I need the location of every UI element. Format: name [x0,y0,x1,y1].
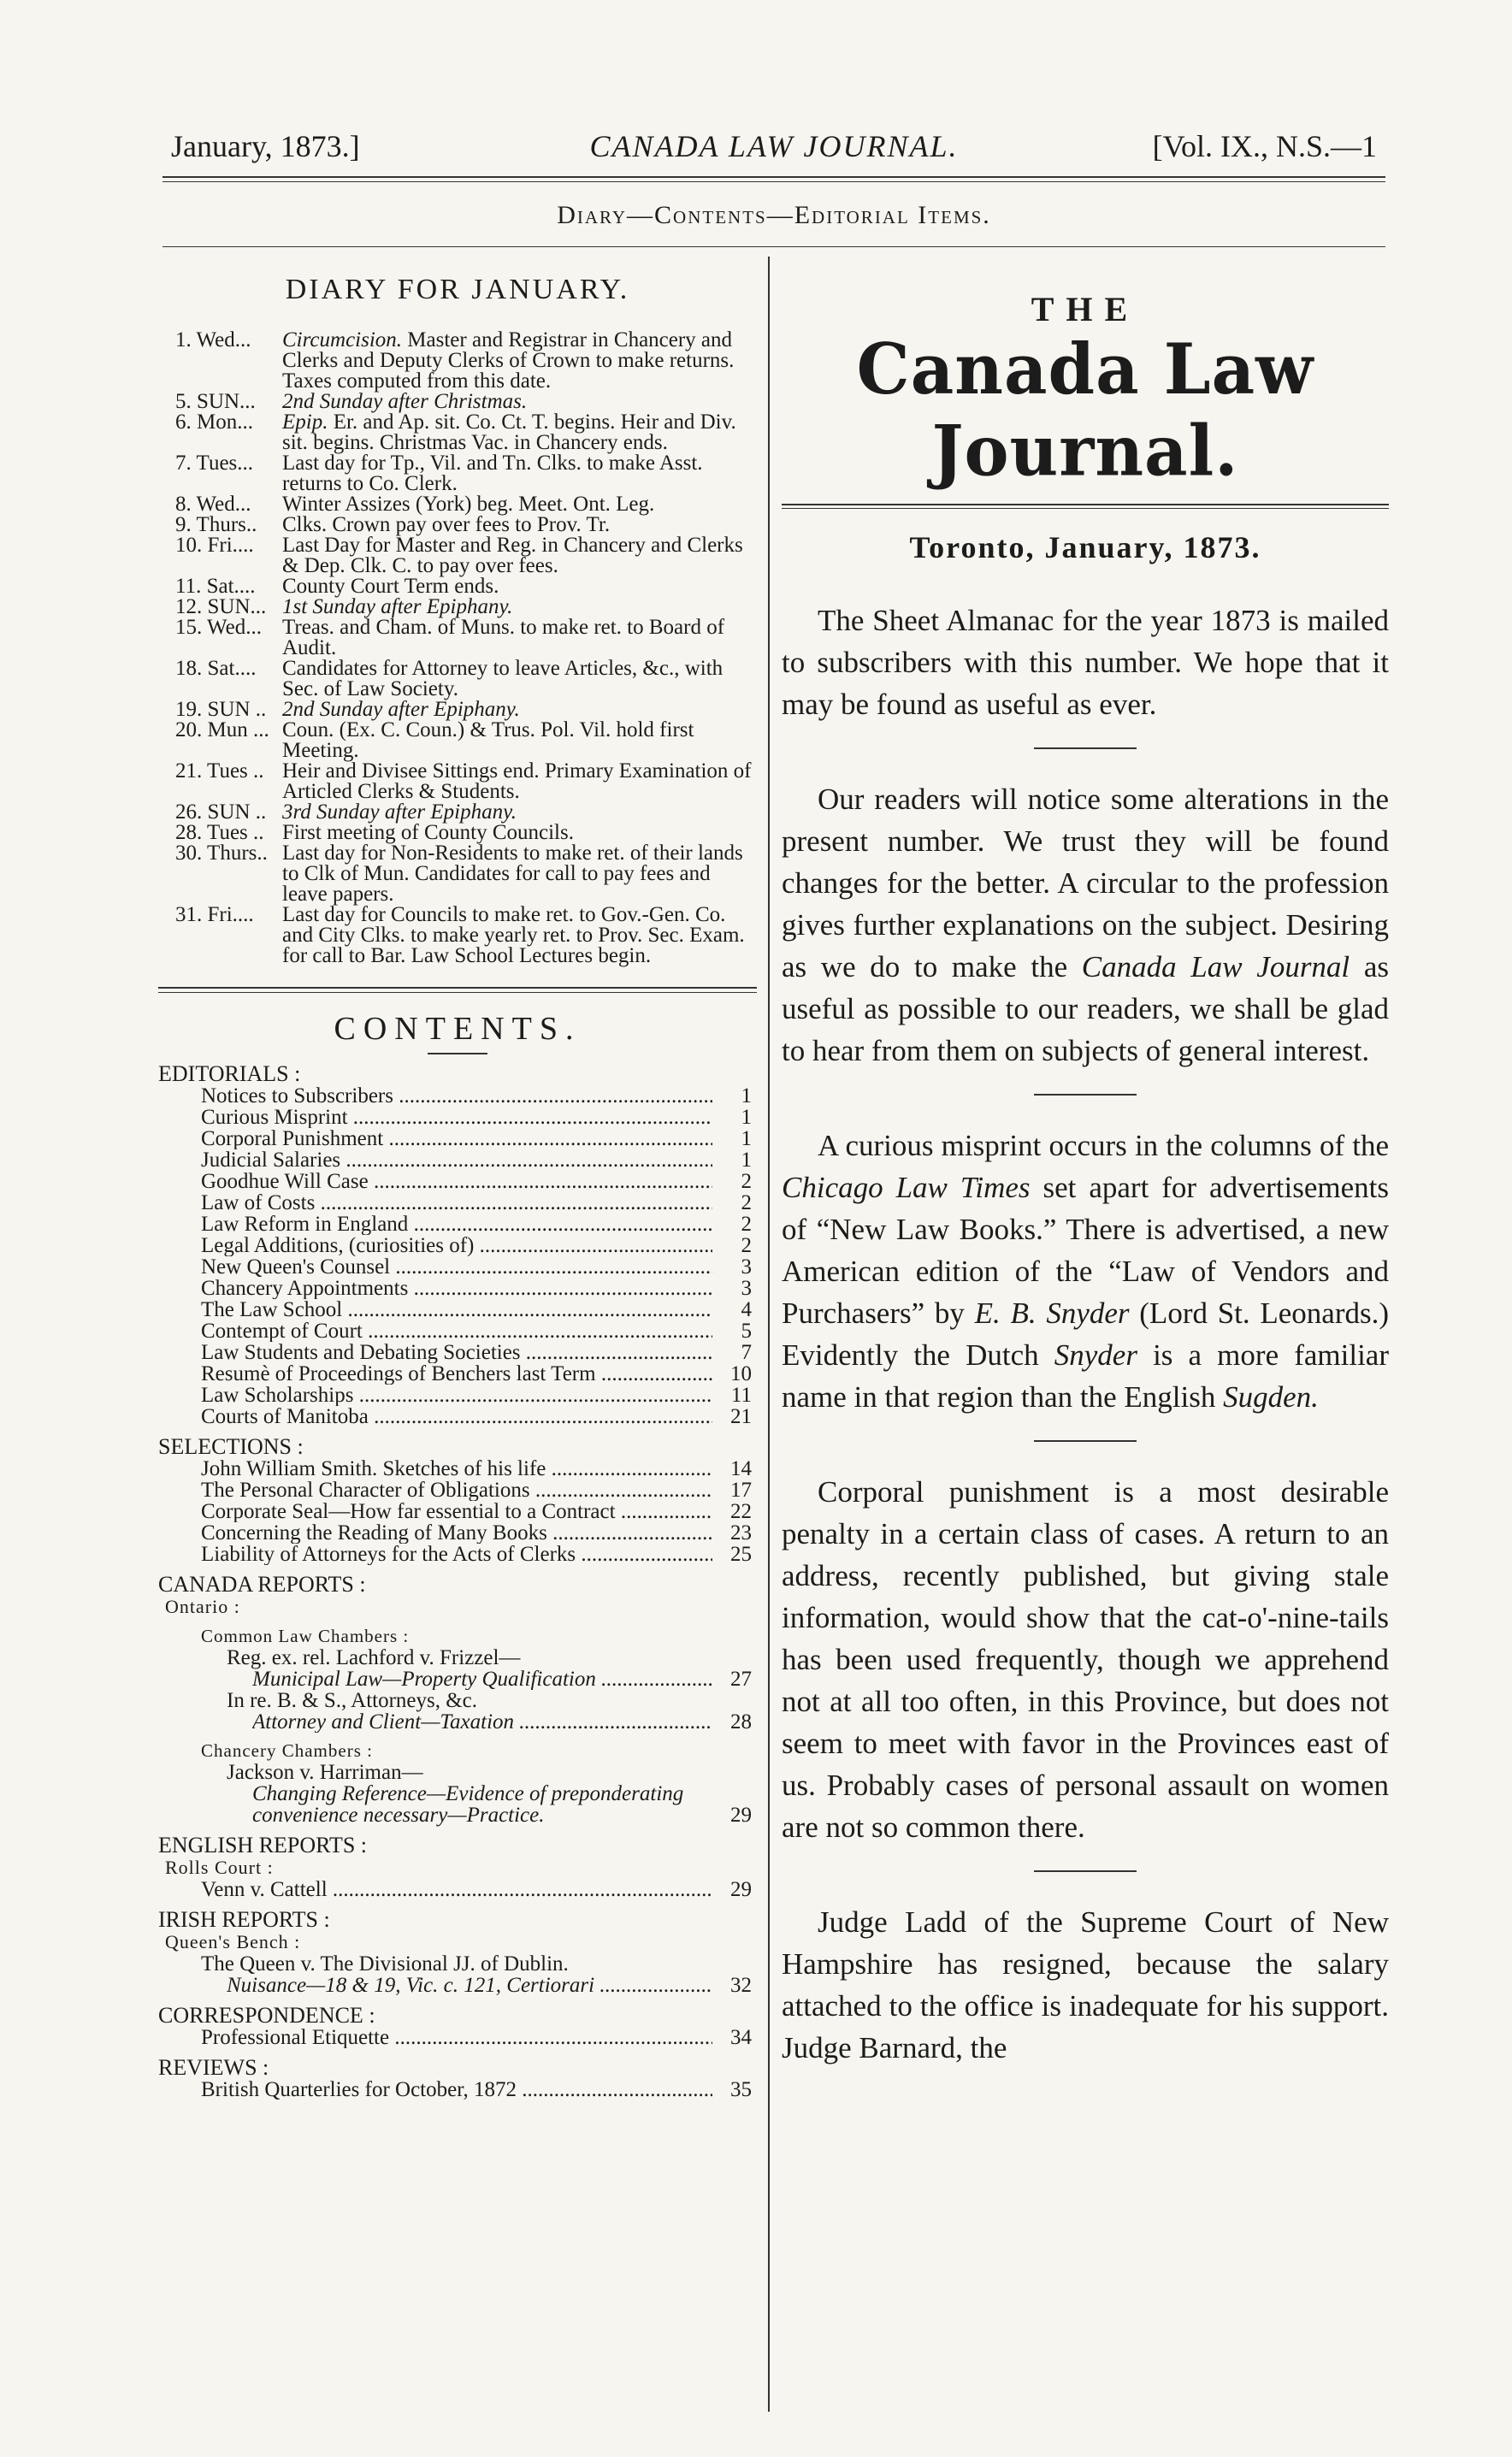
toc-entry-title: Corporate Seal—How far essential to a Contract ..... [201,1501,712,1522]
diary-text [282,802,757,823]
masthead-rule [782,504,1389,505]
toc-entry [158,1192,757,1214]
diary-body: Er. and Ap. sit. Co. Ct. T. begins. Heir and Div. sit. begins. Christmas Vac. in Chancery ends. [282,410,736,454]
diary-lead: Circumcision. [282,328,403,351]
diary-date: 11. Sat.... [175,575,256,598]
toc-entry-title: Law Scholarships ..... [201,1385,712,1406]
masthead-title: Canada Law Journal. [856,328,1314,493]
diary-date: 26. SUN .. [175,800,267,824]
diary-entry [158,576,757,597]
diary-date: 18. Sat.... [175,657,257,680]
toc-entry [158,1149,757,1171]
right-column [782,257,1389,2069]
toc-entry [158,1085,757,1107]
diary-lead: Epip. [282,410,328,434]
toc-page-number: 2 [741,1191,752,1214]
contents-title: CONTENTS. [334,1011,582,1047]
header-volume: [Vol. IX., N.S.—1 [1152,129,1377,163]
diary-date: 12. SUN... [175,595,267,618]
chancery-chambers-heading: Chancery Chambers : [201,1740,373,1761]
diary-date: 7. Tues... [175,452,254,475]
irish-reports-heading: IRISH REPORTS : [158,1907,330,1932]
diary-text [282,453,757,494]
toc-entry-title: John William Smith. Sketches of his life ..... [201,1458,712,1480]
toc-entry [158,1406,757,1427]
diary-entry [158,659,757,700]
left-column [158,257,757,2100]
toc-page-number: 25 [730,1543,752,1566]
toc-entry [158,1501,757,1522]
diary-text [282,843,757,905]
selections-list [158,1458,757,1565]
header-date: January, 1873.] [171,129,360,163]
diary-entry [158,761,757,802]
header-journal-title: CANADA LAW JOURNAL. [589,129,959,163]
toc-page-number: 22 [730,1500,752,1523]
article-corporal-punishment: Corporal punishment is a most desirable penalty in a certain class of cases. A return to an address, recently published, but giving stale information, would show that the cat-o'-nine-tails has been used frequently, though we apprehend not at all too often, in this Province, but does not seem to meet with favor in the Provinces east of us. Probably cases of personal assault on women are not so common there. [782,1475,1389,1844]
toc-page-number: 17 [730,1479,752,1502]
article-separator [1034,1094,1137,1096]
diary-entry [158,392,757,412]
diary-date: 31. Fri.... [175,903,254,926]
diary-text [282,515,757,535]
toc-page-number: 3 [741,1277,752,1300]
diary-body: County Court Term ends. [282,575,499,598]
toc-entry [158,1235,757,1256]
diary-body: Last day for Councils to make ret. to Gov.-Gen. Co. and City Clks. to make yearly ret. to Prov. Sec. Exam. for call to Bar. Law School Lectures begin. [282,903,745,967]
toc-entry-title: The Personal Character of Obligations ..... [201,1480,712,1501]
diary-entry [158,700,757,720]
correspondence-heading: CORRESPONDENCE : [158,2003,375,2028]
diary-text [282,412,757,453]
diary-date: 19. SUN .. [175,698,267,721]
section-subtitle: Diary—Contents—Editorial Items. [557,201,991,229]
article-judge-ladd: Judge Ladd of the Supreme Court of New Hampshire has resigned, because the salary attached to the office is inadequate for his support. Judge Barnard, the [782,1905,1389,2064]
toc-entry-queen-v-dublin: The Queen v. The Divisional JJ. of Dublin. [201,1952,569,1976]
toc-entry [158,1256,757,1278]
diary-entry [158,535,757,576]
toc-entry-title: Corporal Punishment ..... [201,1128,712,1149]
diary-title: DIARY FOR JANUARY. [285,274,630,305]
diary-body: Clks. Crown pay over fees to Prov. Tr. [282,513,611,536]
diary-text [282,659,757,700]
diary-entry [158,802,757,823]
toc-entry-nuisance: Nuisance—18 & 19, Vic. c. 121, Certiorari ..... 32 [158,1975,757,1996]
diary-text [282,494,757,515]
toc-entry [158,1342,757,1363]
diary-body: Last day for Tp., Vil. and Tn. Clks. to make Asst. returns to Co. Clerk. [282,452,703,495]
toc-entry [158,1363,757,1385]
toc-entry-title: Curious Misprint ..... [201,1107,712,1128]
toc-entry-title: Chancery Appointments ..... [201,1278,712,1299]
toc-page-number: 23 [730,1521,752,1544]
rolls-court-heading: Rolls Court : [165,1857,274,1878]
subtitle-rule [162,246,1385,247]
toc-entry-title: Goodhue Will Case ..... [201,1171,712,1192]
masthead-the: THE [1031,290,1140,328]
toc-page-number: 2 [741,1234,752,1257]
diary-entry [158,453,757,494]
toc-entry-title: Resumè of Proceedings of Benchers last Term ..... [201,1363,712,1385]
diary-rule [158,987,757,989]
diary-date: 8. Wed... [175,493,251,516]
diary-rule-thin [158,992,757,993]
diary-entry [158,720,757,761]
toc-entry-professional-etiquette: Professional Etiquette ..... 34 [158,2027,757,2048]
masthead-rule-thin [782,508,1389,509]
diary-date: 1. Wed... [175,328,251,351]
diary-lead: 1st Sunday after Epiphany. [282,595,513,618]
header-rule [162,176,1385,178]
diary-text [282,617,757,659]
canada-reports-heading: CANADA REPORTS : [158,1572,366,1597]
diary-text [282,576,757,597]
diary-body: Candidates for Attorney to leave Articles, &c., with Sec. of Law Society. [282,657,724,700]
diary-entry [158,597,757,617]
toc-entry-title: Liability of Attorneys for the Acts of Clerks ..... [201,1544,712,1565]
editorials-list [158,1085,757,1427]
diary-entry [158,905,757,966]
diary-body: Coun. (Ex. C. Coun.) & Trus. Pol. Vil. hold first Meeting. [282,718,694,762]
toc-entry [158,1480,757,1501]
toc-entry-title: Law Students and Debating Societies ..... [201,1342,712,1363]
toc-page-number: 5 [741,1320,752,1343]
toc-entry [158,1214,757,1235]
english-reports-heading: ENGLISH REPORTS : [158,1833,368,1858]
diary-text [282,392,757,412]
diary-entry [158,412,757,453]
toc-entry-lachford: Reg. ex. rel. Lachford v. Frizzel— [227,1646,521,1669]
column-divider [768,257,770,2412]
article-sheet-almanac: The Sheet Almanac for the year 1873 is mailed to subscribers with this number. We hope that it may be found as useful as ever. [782,604,1389,721]
diary-entry [158,330,757,392]
diary-entry [158,843,757,905]
diary-entry [158,515,757,535]
toc-page-number: 11 [730,1384,752,1407]
diary-entry [158,494,757,515]
diary-text [282,330,757,392]
toc-page-number: 7 [741,1341,752,1364]
diary-text [282,905,757,966]
diary-entry [158,617,757,659]
toc-entry [158,1128,757,1149]
diary-lead: 2nd Sunday after Epiphany. [282,698,520,721]
editorials-heading: EDITORIALS : [158,1061,301,1086]
toc-entry-title: Concerning the Reading of Many Books ..... [201,1522,712,1544]
ontario-heading: Ontario : [165,1596,240,1617]
toc-entry-venn: Venn v. Cattell ..... 29 [158,1879,757,1900]
diary-body: First meeting of County Councils. [282,821,574,844]
toc-entry-changing-reference: Changing Reference—Evidence of preponderating convenience necessary—Practice. 29 [252,1782,752,1827]
toc-entry [158,1107,757,1128]
toc-entry [158,1544,757,1565]
toc-entry-title: Law Reform in England ..... [201,1214,712,1235]
diary-text [282,535,757,576]
toc-entry [158,1299,757,1320]
toc-page-number: 14 [730,1457,752,1480]
diary-date: 6. Mon... [175,410,253,434]
contents-rule [428,1053,487,1054]
toc-entry-british-quarterlies: British Quarterlies for October, 1872 ..... 35 [158,2079,757,2100]
toc-entry [158,1385,757,1406]
toc-entry-title: Contempt of Court ..... [201,1320,712,1342]
selections-heading: SELECTIONS : [158,1434,304,1459]
toc-entry-attorney-client: Attorney and Client—Taxation ..... 28 [158,1711,757,1733]
toc-page-number: 4 [741,1298,752,1321]
toc-entry [158,1458,757,1480]
diary-body: Heir and Divisee Sittings end. Primary Examination of Articled Clerks & Students. [282,759,752,803]
queens-bench-heading: Queen's Bench : [165,1931,301,1952]
common-law-heading: Common Law Chambers : [201,1626,410,1646]
diary-date: 28. Tues .. [175,821,264,844]
diary-date: 15. Wed... [175,616,262,639]
article-separator [1034,747,1137,749]
toc-entry-title: Legal Additions, (curiosities of) ..... [201,1235,712,1256]
toc-entry-title: The Law School ..... [201,1299,712,1320]
toc-entry-in-re-bs: In re. B. & S., Attorneys, &c. [227,1689,478,1712]
header-rule-thin [162,181,1385,182]
toc-entry [158,1522,757,1544]
article-alterations: Our readers will notice some alterations in the present number. We trust they will be found changes for the better. A circular to the profession gives further explanations on the subject. Desiring as we do to make the Canada Law Journal as useful as possible to our readers, we shall be glad to hear from them on subjects of general interest. [782,783,1389,1067]
diary-text [282,720,757,761]
toc-entry-title: Judicial Salaries ..... [201,1149,712,1171]
toc-entry [158,1171,757,1192]
diary-date: 5. SUN... [175,390,256,413]
toc-page-number: 1 [741,1127,752,1150]
toc-entry [158,1278,757,1299]
toc-entry [158,1320,757,1342]
toc-entry-title: Notices to Subscribers ..... [201,1085,712,1107]
reviews-heading: REVIEWS : [158,2055,269,2080]
toc-page-number: 1 [741,1084,752,1107]
toc-page-number: 10 [730,1362,752,1385]
toc-page-number: 1 [741,1149,752,1172]
toc-page-number: 1 [741,1106,752,1129]
article-separator [1034,1440,1137,1442]
toc-page-number: 2 [741,1170,752,1193]
diary-lead: 3rd Sunday after Epiphany. [282,800,517,824]
toc-entry-title: Courts of Manitoba ..... [201,1406,712,1427]
toc-entry-title: Law of Costs ..... [201,1192,712,1214]
diary-body: Master and Registrar in Chancery and Clerks and Deputy Clerks of Crown to make returns. Taxes computed from this date. [282,328,735,393]
diary-body: Last Day for Master and Reg. in Chancery and Clerks & Dep. Clk. C. to pay over fees. [282,534,743,577]
diary-date: 21. Tues .. [175,759,264,783]
article-curious-misprint: A curious misprint occurs in the columns of the Chicago Law Times set apart for advertisements of “New Law Books.” There is advertised, a new American edition of the “Law of Vendors and Purchasers” by E. B. Snyder (Lord St. Leonards.) Evidently the Dutch Snyder is a more familiar name in that region than the English Sugden. [782,1129,1390,1414]
diary-text [282,823,757,843]
diary-date: 10. Fri.... [175,534,254,557]
diary-body: Last day for Non-Residents to make ret. of their lands to Clk of Mun. Candidates for call to pay fees and leave papers. [282,842,743,906]
diary-body: Treas. and Cham. of Muns. to make ret. to Board of Audit. [282,616,725,659]
diary-date: 9. Thurs.. [175,513,257,536]
diary-body: Winter Assizes (York) beg. Meet. Ont. Leg. [282,493,655,516]
diary-text [282,597,757,617]
toc-entry-municipal-law: Municipal Law—Property Qualification ..... 27 [158,1669,757,1690]
toc-page-number: 3 [741,1255,752,1279]
diary-text [282,700,757,720]
toc-entry-title: New Queen's Counsel ..... [201,1256,712,1278]
dateline: Toronto, January, 1873. [909,530,1261,564]
toc-page-number: 2 [741,1213,752,1236]
diary-lead: 2nd Sunday after Christmas. [282,390,528,413]
diary-text [282,761,757,802]
article-separator [1034,1870,1137,1872]
toc-entry-jackson: Jackson v. Harriman— [227,1761,423,1784]
running-header [171,128,1377,168]
diary-date: 30. Thurs.. [175,842,268,865]
toc-page-number: 21 [730,1405,752,1428]
diary-list [158,330,757,966]
diary-entry [158,823,757,843]
diary-date: 20. Mun ... [175,718,269,741]
